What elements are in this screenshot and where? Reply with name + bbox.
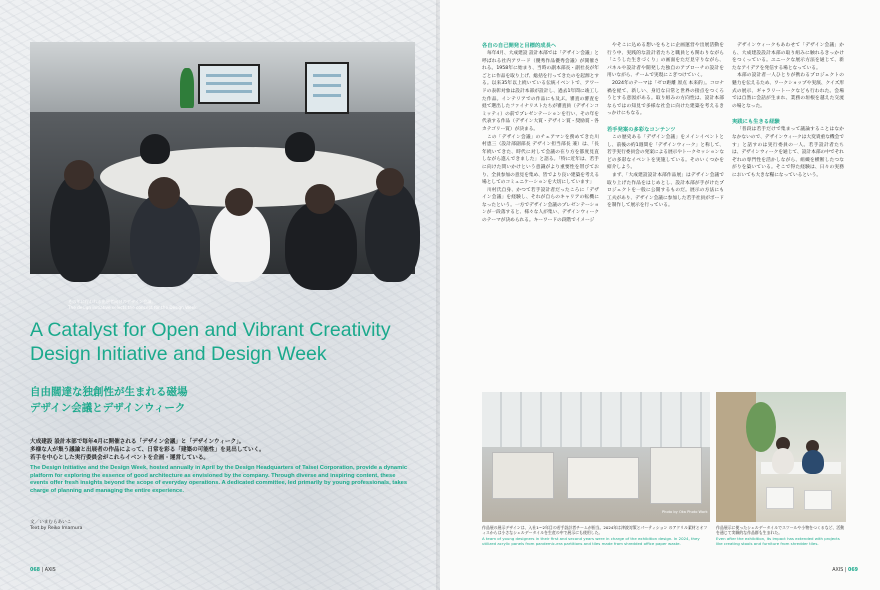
author-en: Text by Reiko Imamura — [30, 526, 83, 532]
audience-person — [285, 132, 315, 162]
exhibit-panel — [650, 447, 702, 504]
audience-person — [365, 182, 420, 282]
workshop-caption — [716, 525, 846, 546]
caption-jp: 作品展の展示デザインは、入社1〜2年目の若手設計者チームが担当。2024年は津波対策とパーティション のアクリル素材とオフィスからは小さなシェルデータイルを生産の中で展示にも使用した。 — [482, 525, 708, 536]
text-column-3 — [732, 42, 844, 180]
article-title-en — [30, 318, 410, 366]
lede-jp — [30, 438, 410, 463]
visitor — [772, 448, 794, 474]
text-column-2 — [607, 42, 724, 210]
meeting-room-photo — [30, 42, 415, 310]
page-number: 068 — [30, 568, 41, 573]
title-jp-line: デザイン会議とデザインウィーク — [30, 402, 186, 414]
caption-en: A team of young designers in their first and second years were in charge of the exhibition design. In 2024, they utilized acrylic panels from pandemic-era partitions and tiles made from shredded office paper waste. — [482, 535, 700, 546]
page-number: 069 — [847, 568, 858, 573]
lede-jp-line: 多様な人が集う議論と出展者の作品によって、日常を彩る「建築の可能性」を見出していく。 — [30, 447, 265, 454]
article-title-jp — [30, 384, 410, 416]
author-credit — [30, 520, 82, 533]
author-jp: 文／いまむらあいこ — [30, 520, 72, 525]
body-paragraph: デザインウィークもあわせて「デザイン会議」から、大成建設設計本部の取り組みに触れるきっかけをつくっている。ユニークな展示方法を通じて、新たなアイデアを発信する場となっている。 — [732, 43, 844, 71]
photo-caption-en: The design initiative selects the concept for the Design Week. — [68, 305, 198, 310]
body-paragraph: 2024年のテーマは「ゼロ距離 原点 本来的」。コロナ禍を経て、新しい、身近な日常と世界の接点をつくろうとする意図がある。取り組みの方向性は、設計本部ならではの知見で多様な社会に向けた建築を考えるきっかけにもなる。 — [607, 80, 724, 117]
caption-en: Even after the exhibition, its impact has extended with projects like creating stools and furniture from shredder tiles. — [716, 535, 840, 546]
body-paragraph: まず、「大成建設設計本部作品展」はデザイン会議で取り上げた作品をはじめとし、設計本部が手がけたプロジェクトを一般に公開するものだ。展示の方法にも工夫があり、デザイン会議に参加した若手社員がボードを制作して展示を行っている。 — [607, 172, 724, 209]
section-heading: 各自の自己開発と目標的成長へ — [482, 43, 557, 49]
stool — [804, 490, 832, 510]
presentation-screen-left — [198, 64, 260, 104]
exhibit-panel — [492, 452, 554, 499]
photo-credit: Photo by Oka Photo Work — [662, 510, 708, 514]
lede-jp-line: 若手を中心とした実行委員会がこれらイベントを企画・運営している。 — [30, 455, 210, 462]
audience-person — [140, 134, 170, 164]
audience-head — [305, 184, 335, 214]
tree-decor — [746, 402, 776, 452]
text-column-1 — [482, 42, 599, 225]
visitor — [802, 450, 824, 474]
folio-left: 068 | AXIS — [30, 568, 56, 573]
lede-en: The Design Initiative and the Design Week, hosted annually in April by the Design Headquarters of Taisei Corporation, provide a dynamic platform for exploring the essence of good architecture as envisioned by the company. Through diverse and inspiring content, these events offer fresh insights beyond the scope of everyday operations. A dedicated committee, led primarily by young professionals, takes charge of planning and managing the entire experience. — [30, 465, 408, 494]
body-paragraph: 川村氏自身、かつて若手設計者だったころに「デザイン会議」を経験し、それが自らのキャリアの転機になったという。一方でデザイン会議のプレゼンテーションが一段落すると、様々な人が集い、デザインウィークのテーマが決められる。キーワードの段階でイメージ — [482, 187, 599, 224]
workshop-photo — [716, 392, 846, 522]
photo-caption-jp: その年に行われる出展者向けのデザイン会議。 — [68, 299, 156, 304]
title-jp-line: 自由闊達な独創性が生まれる磁場 — [30, 386, 188, 398]
body-paragraph: 毎年4月、大成建設 設計本部では「デザイン会議」と呼ばれる社内アワード（優秀作品優秀会議）が開催される。1958年に始まり、当時の副本部長・副社長が年ごとに作品を取り上げ、総括を行ってきたのを起源とする。以来35年以上続いている伝統イベントで、アワードの表彰対象は設計本部が設計し、過去1年間に竣工した作品。インテリアでの作品にも及ぶ。審査の審査を経て選出したファイナリストたちが審査員（デザインコミッティ）の前でプレゼンテーションを行い、その年を代表する作品（デザイン大賞・デザイン賞・奨励賞・各カテゴリー賞）が決まる。 — [482, 51, 600, 132]
magazine-name: AXIS — [44, 568, 56, 573]
body-paragraph: 本部の設計者一人ひとりが携わるプロジェクトの魅力を伝えるため、ワークショップや実演、クイズ形式の展示、ギャラリートークなども行われた。会場では自然に会話が生まれ、業務の垣根を越えた交流の場となった。 — [732, 73, 844, 109]
body-paragraph: やそこに込める想いをもとに企画運営や出展活動を行う中、実践的な設計者たちと職員とも関わりながら「こうした生きづくり」の画面をただ見守りながら、パネルや設計者や開発した独自のアプローチの設計を用いながら、チームで実現にこぎつけていく。 — [607, 43, 724, 79]
exhibition-photo — [482, 392, 710, 522]
body-paragraph: この歴史ある「デザイン会議」をメインイベントとし、前後の約1週間を「デザインウィーク」と称して、若手実行委員会の発案による展示やトークセッションなどの多彩なイベントを実施している。そのいくつかを紹介しよう。 — [607, 134, 725, 171]
audience-head — [148, 177, 180, 209]
right-page — [440, 0, 880, 590]
audience-head — [376, 168, 404, 196]
caption-jp: 作品展示に使ったシェルデータイルでスツールや小物をつくるなど、活動を通じて実験的な作品群も生まれた。 — [716, 525, 845, 536]
magazine-name: AXIS — [832, 568, 844, 573]
audience-head — [64, 160, 94, 190]
exhibition-caption — [482, 525, 710, 546]
body-paragraph: 「普段は若手だけで集まって議論することはなかなかないので、デザインウィークは大変貴重な機会です」と話すのは実行委員の一人。若手設計者たちは、デザインウィークを通じて、設計本部の中でそれぞれの専門性を活かしながら、組織を横断したつながりを築いている。そこで得た経験は、日々の実務においても大きな糧になっているという。 — [732, 127, 844, 178]
title-en-line: Design Initiative and Design Week — [30, 343, 327, 365]
section-heading: 実践にも生きる経験 — [732, 119, 780, 126]
plant-decor — [180, 68, 194, 108]
title-en-line: A Catalyst for Open and Vibrant Creativity — [30, 319, 391, 341]
lede-jp-line: 大成建設 設計本部で毎年4月に開催される「デザイン会議」と「デザインウィーク」。 — [30, 439, 245, 445]
photo-caption — [68, 299, 198, 311]
audience-head — [225, 188, 253, 216]
window-wall — [482, 392, 710, 447]
stool — [766, 487, 794, 509]
exhibit-panel — [567, 457, 639, 499]
body-paragraph: この「デザイン会議」のチェアマンを務めてきた川村恵三（設計部副部長 デザイン担当部長 兼）は、「長年続いてきた、時代に対して会議の在り方を都度見直しながら進んできました」と語る。「特に近年は、若手に向けた問いかけという意識がより重要性を帯びており、全員参加の意見を集め、皆でより良い建築を考える場としてのコミュニケーションを大切にしています」 — [482, 134, 600, 186]
section-heading: 若手発案の多彩なコンテンツ — [607, 126, 676, 133]
folio-right: AXIS | 069 — [832, 568, 858, 573]
presentation-screen-right — [305, 62, 349, 114]
